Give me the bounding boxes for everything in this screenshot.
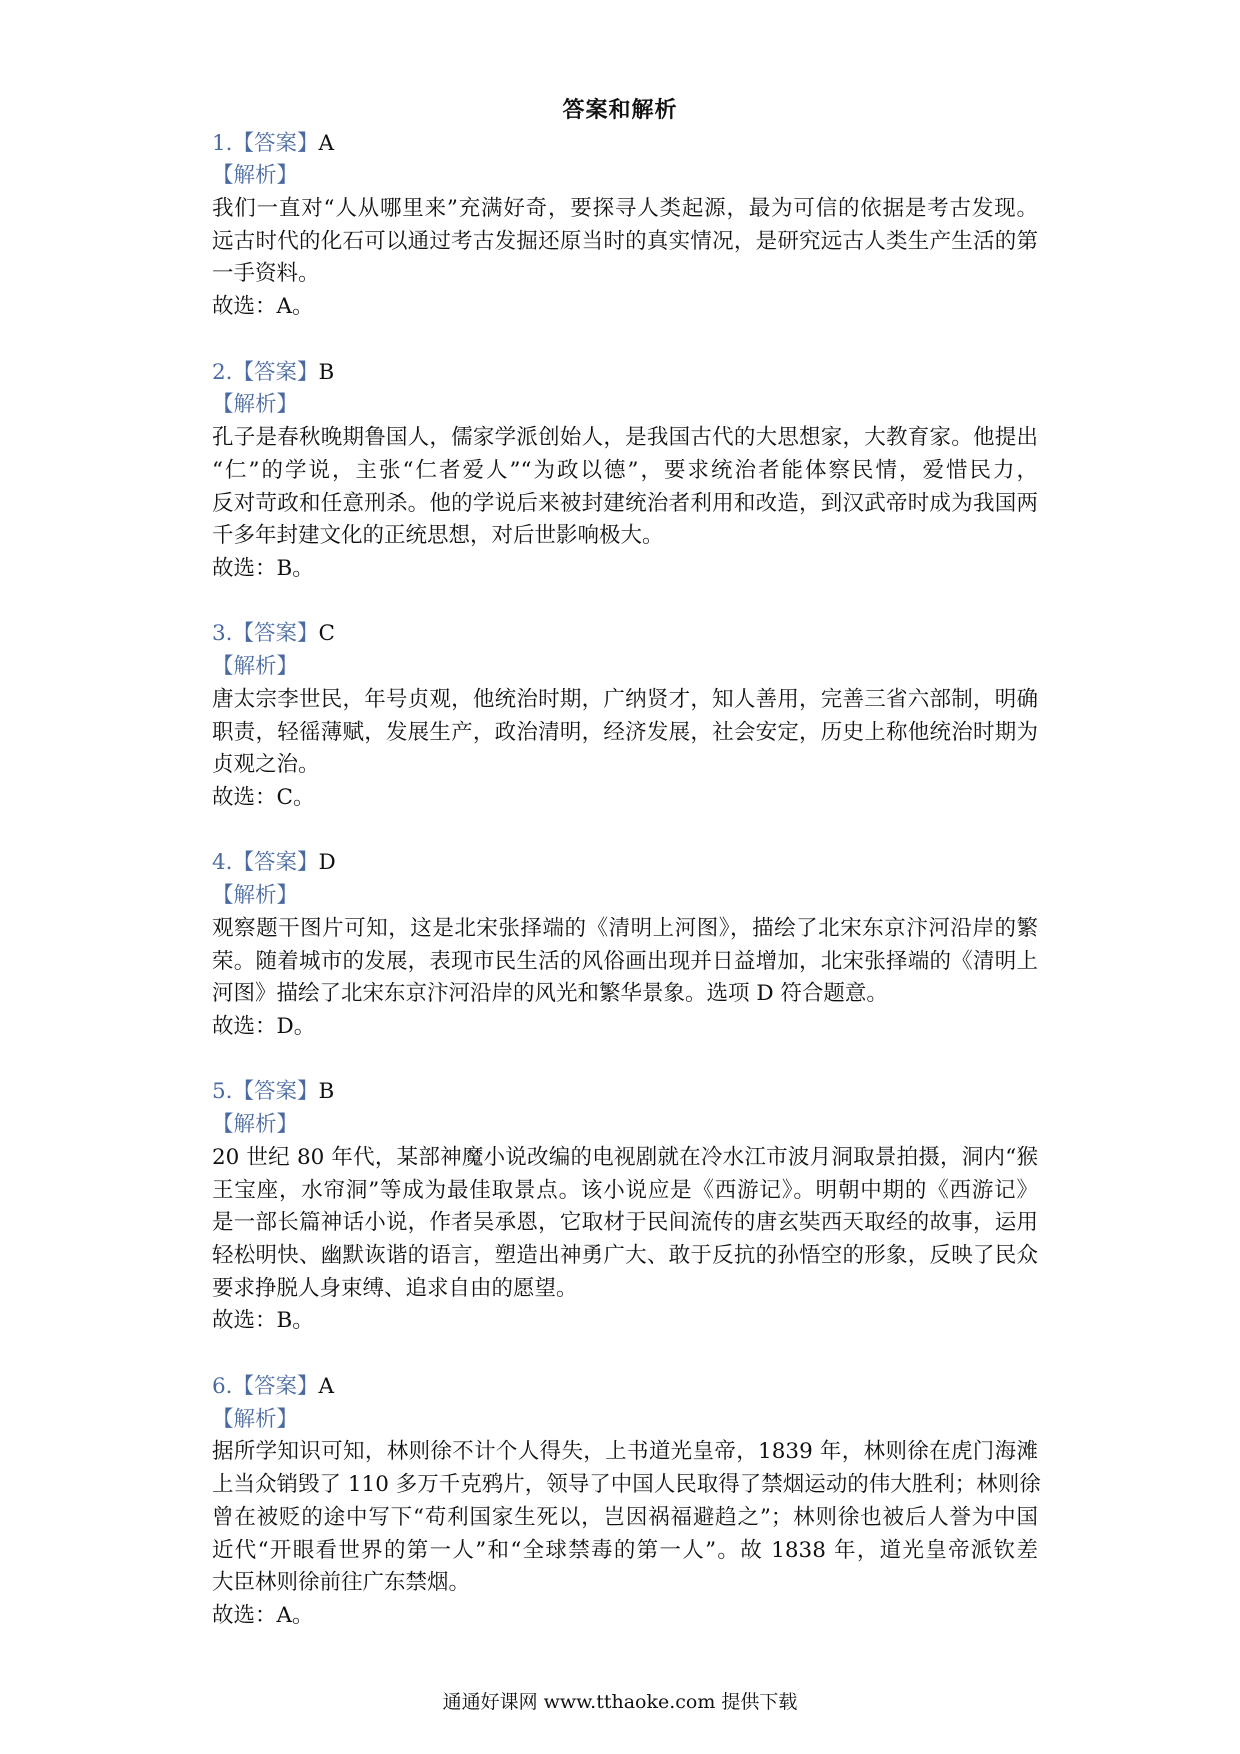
conclusion: 故选：B。: [212, 1308, 314, 1334]
answer-value: A: [318, 1373, 335, 1399]
answer-label: 【答案】: [232, 1079, 319, 1105]
analysis-label: 【解析】: [212, 163, 299, 189]
analysis-line: 曾在被贬的途中写下“苟利国家生死以，岂因祸福避趋之”；林则徐也被后人誉为中国: [212, 1504, 1038, 1530]
analysis-line: 远古时代的化石可以通过考古发掘还原当时的真实情况，是研究远古人类生产生活的第: [212, 228, 1038, 254]
question-number: 2.: [212, 359, 233, 385]
conclusion: 故选：D。: [212, 1014, 316, 1039]
question-number: 4.: [212, 850, 233, 876]
conclusion: 故选：A。: [212, 294, 314, 320]
conclusion: 故选：C。: [212, 784, 315, 810]
analysis-label: 【解析】: [212, 392, 299, 418]
answer-heading: [212, 1076, 1038, 1109]
analysis-line: 孔子是春秋晚期鲁国人，儒家学派创始人，是我国古代的大思想家，大教育家。他提出: [212, 425, 1038, 451]
analysis-line: 荣。随着城市的发展，表现市民生活的风俗画出现并日益增加，北宋张择端的《清明上: [212, 948, 1038, 974]
analysis-line: 反对苛政和任意刑杀。他的学说后来被封建统治者利用和改造，到汉武帝时成为我国两: [212, 490, 1038, 516]
answer-value: A: [318, 130, 335, 156]
answer-value: B: [318, 1079, 335, 1105]
answer-label: 【答案】: [232, 130, 319, 156]
question-number: 5.: [212, 1079, 233, 1105]
analysis-line: 上当众销毁了 110 多万千克鸦片，领导了中国人民取得了禁烟运动的伟大胜利；林则徐: [212, 1472, 1041, 1498]
analysis-line: 20 世纪 80 年代，某部神魔小说改编的电视剧就在冷水江市波月洞取景拍摄，洞内“猴: [212, 1144, 1038, 1170]
analysis-line: 近代“开眼看世界的第一人”和“全球禁毒的第一人”。故 1838 年，道光皇帝派钦差: [212, 1537, 1038, 1563]
answer-heading: [212, 128, 1038, 161]
analysis-line: 轻松明快、幽默诙谐的语言，塑造出神勇广大、敢于反抗的孙悟空的形象，反映了民众: [212, 1243, 1038, 1269]
question-number: 1.: [212, 130, 233, 156]
analysis-label: 【解析】: [212, 1406, 299, 1432]
answer-heading: [212, 357, 1038, 390]
answer-heading: [212, 847, 1038, 880]
answer-value: D: [318, 850, 336, 876]
answer-item-4: [212, 847, 1038, 1043]
page-title: 答案和解析: [562, 97, 678, 123]
page-footer: 通通好课网 www.tthaoke.com 提供下载: [442, 1691, 798, 1713]
analysis-line: 河图》描绘了北宋东京汴河沿岸的风光和繁华景象。选项 D 符合题意。: [212, 981, 888, 1007]
answer-label: 【答案】: [232, 1373, 319, 1399]
answer-item-3: [212, 618, 1038, 814]
conclusion: 故选：A。: [212, 1602, 314, 1628]
analysis-label: 【解析】: [212, 654, 299, 680]
analysis-line: 大臣林则徐前往广东禁烟。: [212, 1570, 471, 1596]
answer-item-2: [212, 357, 1038, 586]
analysis-line: 要求挣脱人身束缚、追求自由的愿望。: [212, 1275, 578, 1301]
question-number: 6.: [212, 1373, 233, 1399]
answer-item-6: [212, 1371, 1041, 1633]
question-number: 3.: [212, 621, 233, 647]
analysis-line: 贞观之治。: [212, 752, 320, 778]
answer-label: 【答案】: [232, 359, 319, 385]
conclusion: 故选：B。: [212, 555, 314, 581]
analysis-line: 职责，轻徭薄赋，发展生产，政治清明，经济发展，社会安定，历史上称他统治时期为: [212, 719, 1038, 745]
analysis-line: “仁”的学说，主张“仁者爱人”“为政以德”，要求统治者能体察民情，爱惜民力，: [212, 457, 1038, 483]
answer-item-5: [212, 1076, 1038, 1338]
analysis-line: 一手资料。: [212, 261, 320, 287]
analysis-line: 是一部长篇神话小说，作者吴承恩，它取材于民间流传的唐玄奘西天取经的故事，运用: [212, 1210, 1038, 1236]
analysis-line: 观察题干图片可知，这是北宋张择端的《清明上河图》，描绘了北宋东京汴河沿岸的繁: [212, 915, 1038, 941]
answer-list: [212, 128, 1041, 1633]
analysis-line: 我们一直对“人从哪里来”充满好奇，要探寻人类起源，最为可信的依据是考古发现。: [212, 196, 1038, 222]
answer-value: C: [318, 621, 335, 647]
answer-value: B: [318, 359, 335, 385]
analysis-line: 据所学知识可知，林则徐不计个人得失，上书道光皇帝，1839 年，林则徐在虎门海滩: [212, 1439, 1038, 1465]
answer-label: 【答案】: [232, 621, 319, 647]
analysis-line: 唐太宗李世民，年号贞观，他统治时期，广纳贤才，知人善用，完善三省六部制，明确: [212, 686, 1038, 712]
answer-heading: [212, 618, 1038, 651]
analysis-line: 千多年封建文化的正统思想，对后世影响极大。: [212, 523, 664, 549]
answer-label: 【答案】: [232, 850, 319, 876]
analysis-line: 王宝座，水帘洞”等成为最佳取景点。该小说应是《西游记》。明朝中期的《西游记》: [212, 1177, 1038, 1203]
answer-heading: [212, 1371, 1038, 1404]
analysis-label: 【解析】: [212, 883, 299, 909]
analysis-label: 【解析】: [212, 1112, 299, 1138]
answer-item-1: [212, 128, 1038, 324]
